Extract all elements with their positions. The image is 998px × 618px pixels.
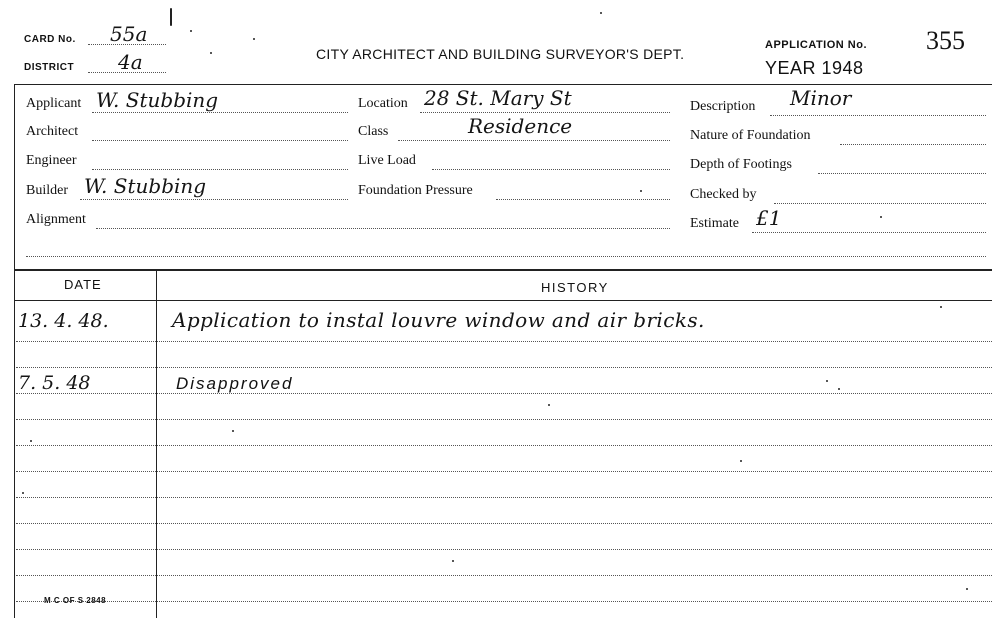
history-header-rule <box>14 300 992 301</box>
scan-mark <box>210 52 212 54</box>
history-rule <box>16 445 992 446</box>
scan-mark <box>22 492 24 494</box>
class-line <box>398 140 670 141</box>
engineer-label: Engineer <box>26 153 77 168</box>
checked-by-label: Checked by <box>690 187 757 202</box>
date-column-divider <box>156 270 157 618</box>
scan-mark <box>838 388 840 390</box>
description-value: Minor <box>790 86 852 110</box>
scan-mark <box>826 380 828 382</box>
scan-mark <box>548 404 550 406</box>
scan-mark <box>600 12 602 14</box>
engineer-line <box>92 169 348 170</box>
live-load-label: Live Load <box>358 153 416 168</box>
blank-line <box>26 256 986 257</box>
checked-by-line <box>774 203 986 204</box>
scan-mark <box>253 38 255 40</box>
history-entry-date: 7. 5. 48 <box>18 372 91 394</box>
estimate-line <box>752 232 986 233</box>
history-rule <box>16 367 992 368</box>
history-rule <box>16 471 992 472</box>
builder-line <box>80 199 348 200</box>
alignment-line <box>96 228 670 229</box>
history-rule <box>16 497 992 498</box>
department-title: CITY ARCHITECT AND BUILDING SURVEYOR'S DEPT. <box>316 46 685 62</box>
foundation-pressure-line <box>496 199 670 200</box>
date-column-header: DATE <box>64 277 102 292</box>
scan-mark <box>452 560 454 562</box>
history-rule <box>16 393 992 394</box>
alignment-label: Alignment <box>26 212 86 227</box>
history-top-rule <box>14 269 992 271</box>
scan-mark <box>190 30 192 32</box>
scan-mark <box>640 190 642 192</box>
scan-mark <box>170 8 172 26</box>
applicant-line <box>92 112 348 113</box>
depth-of-footings-label: Depth of Footings <box>690 157 792 172</box>
application-no-label: APPLICATION No. <box>765 39 868 51</box>
history-entry-text: Application to instal louvre window and air bricks. <box>172 308 705 332</box>
year-label: YEAR 1948 <box>765 58 864 78</box>
history-rule <box>16 341 992 342</box>
applicant-value: W. Stubbing <box>96 88 219 112</box>
estimate-label: Estimate <box>690 216 739 231</box>
class-label: Class <box>358 124 389 139</box>
header-rule <box>14 84 992 85</box>
class-value: Residence <box>468 114 573 138</box>
history-rule <box>16 549 992 550</box>
builder-label: Builder <box>26 183 68 198</box>
foundation-pressure-label: Foundation Pressure <box>358 183 473 198</box>
scan-mark <box>880 216 882 218</box>
depth-of-footings-line <box>818 173 986 174</box>
district-value: 4a <box>118 50 143 74</box>
left-border <box>14 84 15 618</box>
card-no-label: CARD No. <box>24 34 76 45</box>
scan-mark <box>740 460 742 462</box>
description-line <box>770 115 986 116</box>
history-rule <box>16 523 992 524</box>
applicant-label: Applicant <box>26 96 82 111</box>
history-column-header: HISTORY <box>541 280 609 295</box>
architect-label: Architect <box>26 124 79 139</box>
location-value: 28 St. Mary St <box>424 86 572 110</box>
estimate-value: £1 <box>756 206 782 230</box>
location-line <box>420 112 670 113</box>
location-label: Location <box>358 96 408 111</box>
architect-line <box>92 140 348 141</box>
application-no-value: 355 <box>926 26 965 55</box>
nature-of-foundation-line <box>840 144 986 145</box>
card-no-value: 55a <box>110 22 148 46</box>
description-label: Description <box>690 99 756 114</box>
scan-mark <box>232 430 234 432</box>
history-rule <box>16 575 992 576</box>
form-code: M C OF S 2848 <box>44 596 107 605</box>
nature-of-foundation-label: Nature of Foundation <box>690 128 811 143</box>
history-rule <box>16 601 992 602</box>
district-label: DISTRICT <box>24 62 75 73</box>
builder-value: W. Stubbing <box>84 174 207 198</box>
scan-mark <box>30 440 32 442</box>
scan-mark <box>966 588 968 590</box>
history-rule <box>16 419 992 420</box>
history-entry-text: Disapproved <box>176 374 294 393</box>
live-load-line <box>432 169 670 170</box>
history-entry-date: 13. 4. 48. <box>18 310 109 332</box>
scan-mark <box>940 306 942 308</box>
